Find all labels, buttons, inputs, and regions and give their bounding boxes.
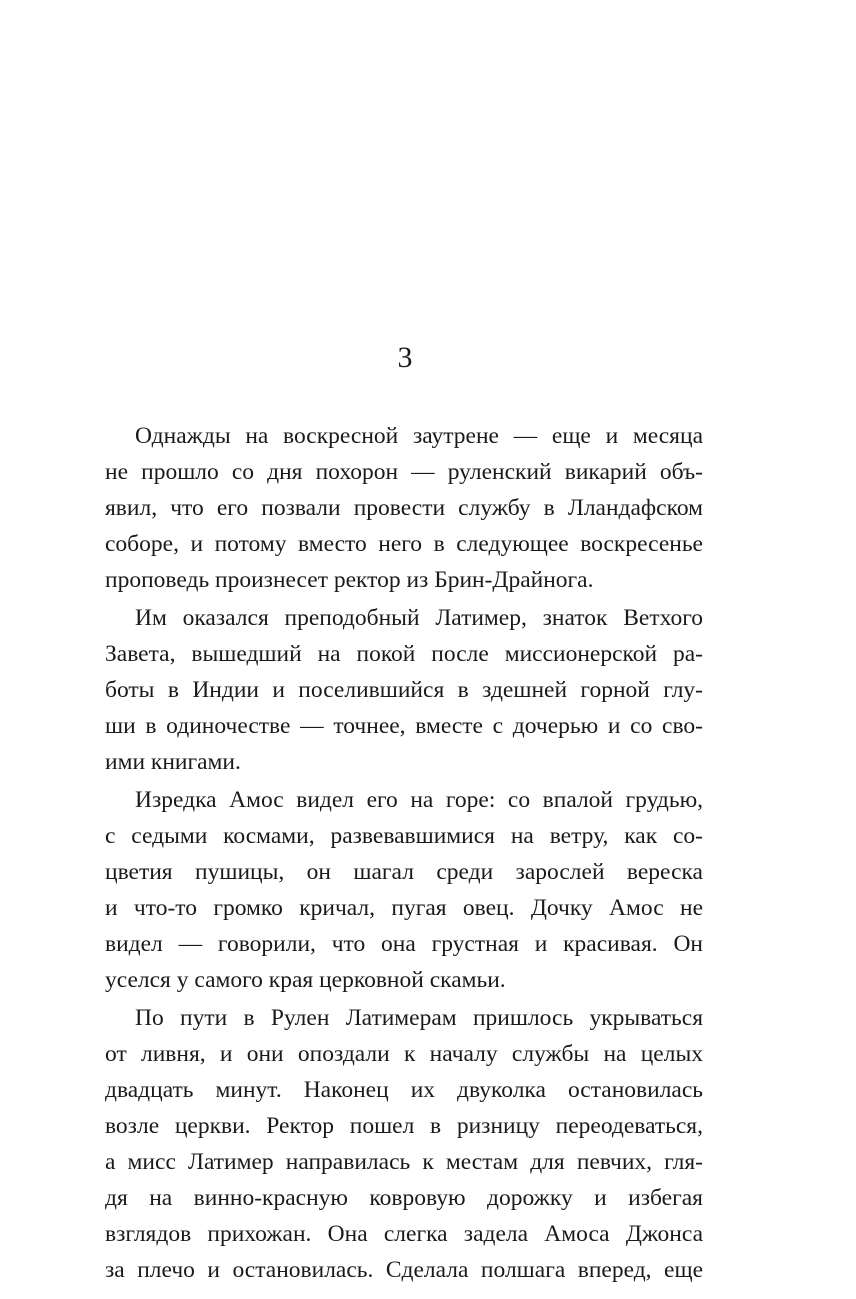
body-text (105, 418, 703, 1288)
paragraph (105, 1000, 703, 1288)
paragraph (105, 782, 703, 998)
text-line: Однажды на воскресной заутрене — еще и месяца (135, 423, 703, 449)
text-line: взглядов прихожан. Она слегка задела Амоса Джонса (105, 1221, 703, 1247)
paragraph (105, 418, 703, 598)
chapter-number: 3 (397, 341, 413, 374)
text-line: а мисс Латимер направилась к местам для певчих, гля- (105, 1149, 703, 1175)
text-line: не прошло со дня похорон — руленский викарий объ- (105, 459, 703, 485)
text-line: Им оказался преподобный Латимер, знаток Ветхого (135, 605, 703, 631)
text-line: и что-то громко кричал, пугая овец. Дочку Амос не (105, 895, 703, 921)
text-line: двадцать минут. Наконец их двуколка остановилась (105, 1077, 703, 1103)
text-line: Завета, вышедший на покой после миссионерской ра- (105, 641, 703, 667)
text-line: Изредка Амос видел его на горе: со впалой грудью, (135, 787, 703, 813)
text-line: ими книгами. (105, 749, 241, 775)
text-line: проповедь произнесет ректор из Брин-Драйнога. (105, 567, 594, 593)
text-line: возле церкви. Ректор пошел в ризницу переодеваться, (105, 1113, 703, 1139)
text-line: явил, что его позвали провести службу в Лландафском (105, 495, 703, 521)
text-line: боты в Индии и поселившийся в здешней горной глу- (105, 677, 703, 703)
text-line: соборе, и потому вместо него в следующее воскресенье (105, 531, 703, 557)
text-line: с седыми космами, развевавшимися на ветру, как со- (105, 823, 703, 849)
text-line: видел — говорили, что она грустная и красивая. Он (105, 931, 703, 957)
text-line: от ливня, и они опоздали к началу службы на целых (105, 1041, 703, 1067)
text-line: По пути в Рулен Латимерам пришлось укрываться (135, 1005, 703, 1031)
text-line: уселся у самого края церковной скамьи. (105, 967, 506, 993)
text-line: за плечо и остановилась. Сделала полшага вперед, еще (105, 1257, 703, 1283)
text-line: дя на винно-красную ковровую дорожку и избегая (105, 1185, 703, 1211)
paragraph (105, 600, 703, 780)
text-line: цветия пушицы, он шагал среди зарослей вереска (105, 859, 703, 885)
text-line: ши в одиночестве — точнее, вместе с дочерью и со сво- (105, 713, 703, 739)
